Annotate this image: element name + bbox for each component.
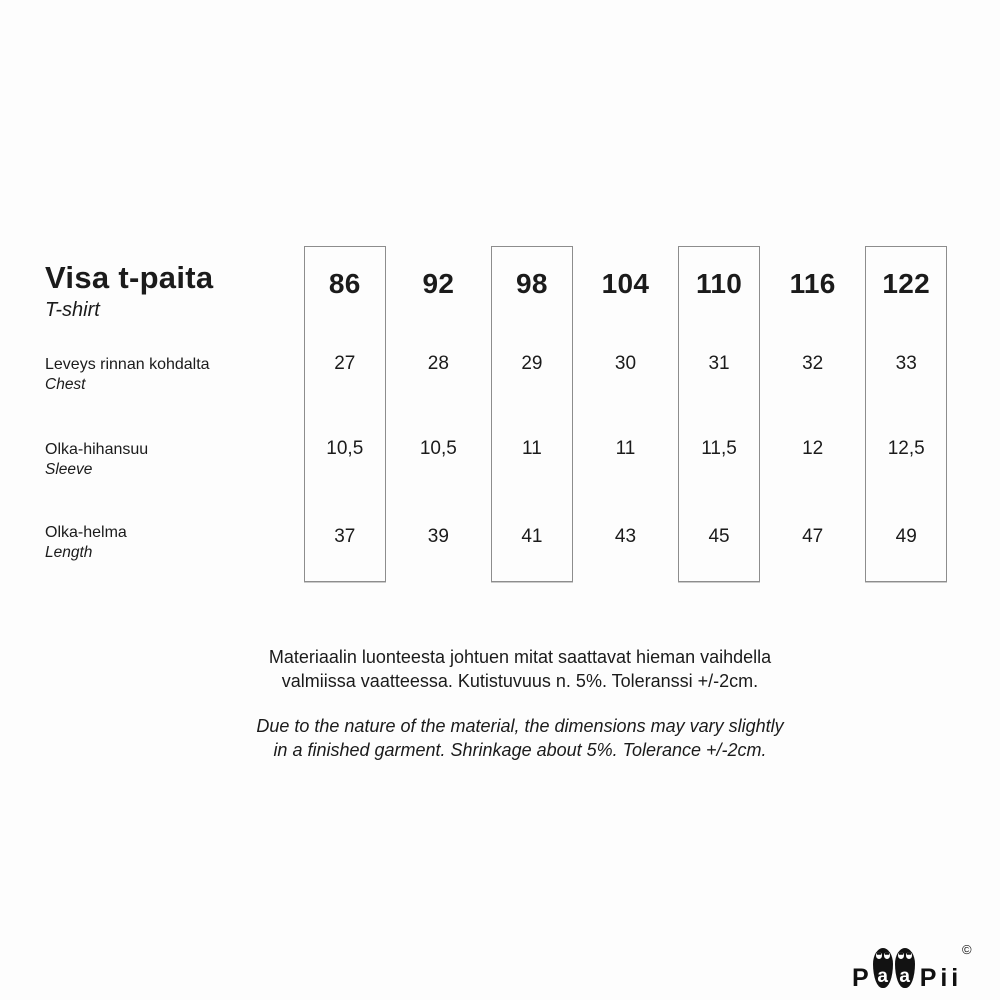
product-subtitle: T-shirt	[45, 299, 100, 321]
sleeve-value: 11	[615, 437, 636, 459]
sleeve-value: 11,5	[701, 437, 737, 459]
sleeve-value: 12	[802, 437, 824, 459]
material-note-finnish	[40, 645, 1000, 693]
size-header: 86	[328, 268, 361, 299]
row-label-chest-fi: Leveys rinnan kohdalta	[45, 356, 210, 373]
size-header: 98	[516, 268, 548, 299]
paapii-logo	[852, 941, 982, 993]
size-header: 110	[696, 268, 743, 299]
chest-value: 31	[708, 353, 730, 374]
row-label-sleeve	[45, 440, 148, 480]
material-note-en-line1: Due to the nature of the material, the dimensions may vary slightly	[256, 716, 784, 736]
logo-letters-pii: Pii	[919, 964, 963, 992]
row-label-sleeve-fi: Olka-hihansuu	[45, 441, 149, 458]
size-header: 116	[789, 268, 836, 299]
owl-eyes-icon	[873, 952, 893, 959]
chest-value: 33	[895, 353, 917, 374]
length-value: 41	[521, 525, 543, 547]
chest-value: 27	[334, 353, 356, 374]
chest-value: 29	[521, 353, 543, 374]
row-label-chest	[45, 355, 210, 395]
chest-value: 28	[427, 353, 449, 374]
size-header: 104	[601, 268, 650, 299]
sleeve-value: 10,5	[326, 437, 364, 459]
row-label-length-fi: Olka-helma	[45, 524, 127, 541]
size-header: 122	[882, 268, 931, 299]
product-title: Visa t-paita	[45, 260, 214, 295]
length-value: 49	[895, 525, 917, 547]
paapii-owl-icon	[895, 948, 915, 988]
chest-value: 32	[802, 353, 824, 374]
paapii-logo-letters	[852, 948, 963, 992]
length-value: 47	[802, 525, 824, 547]
length-value: 45	[708, 525, 730, 547]
owl-eyes-icon	[895, 952, 915, 959]
material-note-fi-line2: valmiissa vaatteessa. Kutistuvuus n. 5%. Toleranssi +/-2cm.	[281, 671, 759, 691]
length-value: 39	[427, 525, 449, 547]
material-note-fi-line1: Materiaalin luonteesta johtuen mitat saattavat hieman vaihdella	[268, 647, 772, 667]
size-table	[298, 246, 953, 582]
length-value: 43	[614, 525, 637, 547]
material-note-en-line2: in a finished garment. Shrinkage about 5%. Tolerance +/-2cm.	[273, 740, 767, 760]
logo-letter-p: P	[852, 964, 869, 992]
paapii-owl-icon	[873, 948, 893, 988]
row-label-sleeve-en: Sleeve	[45, 461, 93, 478]
sleeve-value: 10,5	[419, 437, 457, 459]
sleeve-value: 11	[522, 437, 542, 459]
row-label-chest-en: Chest	[45, 376, 86, 393]
chest-value: 30	[614, 353, 637, 374]
sleeve-value: 12,5	[887, 437, 925, 459]
owl-letter-a: a	[877, 966, 888, 987]
row-label-length-en: Length	[45, 544, 93, 561]
copyright-symbol: ©	[962, 942, 972, 957]
owl-letter-a: a	[899, 966, 910, 987]
length-value: 37	[334, 525, 356, 547]
size-header: 92	[422, 268, 455, 299]
row-label-length	[45, 523, 127, 563]
material-note-english	[40, 714, 1000, 762]
product-title-block	[45, 260, 213, 322]
